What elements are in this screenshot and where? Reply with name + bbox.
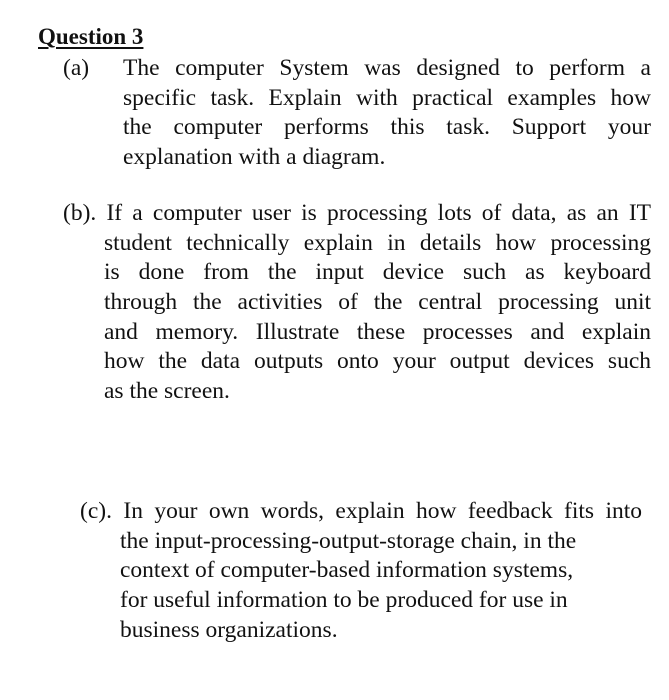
question-heading: Question 3 xyxy=(38,24,144,49)
part-a-label: (a) xyxy=(63,55,90,81)
part-b-line: is done from the input device such as keyboard xyxy=(104,259,651,286)
part-b-line: as the screen. xyxy=(104,378,230,405)
part-c-label: (c). xyxy=(80,498,112,524)
part-b-line: how the data outputs onto your output devices such xyxy=(104,348,651,375)
part-b-line: and memory. Illustrate these processes and explain xyxy=(104,318,651,345)
part-c-line: the input-processing-output-storage chain, in the xyxy=(120,527,577,554)
part-a-line: the computer performs this task. Support your xyxy=(123,114,651,141)
part-b-first-line xyxy=(63,199,651,229)
part-c-line: business organizations. xyxy=(120,616,338,643)
part-c-line: context of computer-based information systems, xyxy=(120,557,574,584)
part-c-first-line xyxy=(80,497,642,527)
part-a-line: The computer System was designed to perform a xyxy=(123,55,651,81)
part-a-line: specific task. Explain with practical examples how xyxy=(123,84,651,111)
part-b-label: (b). xyxy=(63,200,97,226)
part-b-text xyxy=(104,229,651,407)
part-c-text xyxy=(120,527,642,646)
part-c-line: In your own words, explain how feedback fits into xyxy=(123,498,643,524)
part-b-line: through the activities of the central processing unit xyxy=(104,289,651,316)
part-b-line: If a computer user is processing lots of data, as an IT xyxy=(106,200,652,226)
part-a-text xyxy=(123,54,651,173)
part-b-line: student technically explain in details how processing xyxy=(104,229,651,256)
part-a-line: explanation with a diagram. xyxy=(123,144,386,171)
part-c-line: for useful information to be produced for use in xyxy=(120,587,568,614)
